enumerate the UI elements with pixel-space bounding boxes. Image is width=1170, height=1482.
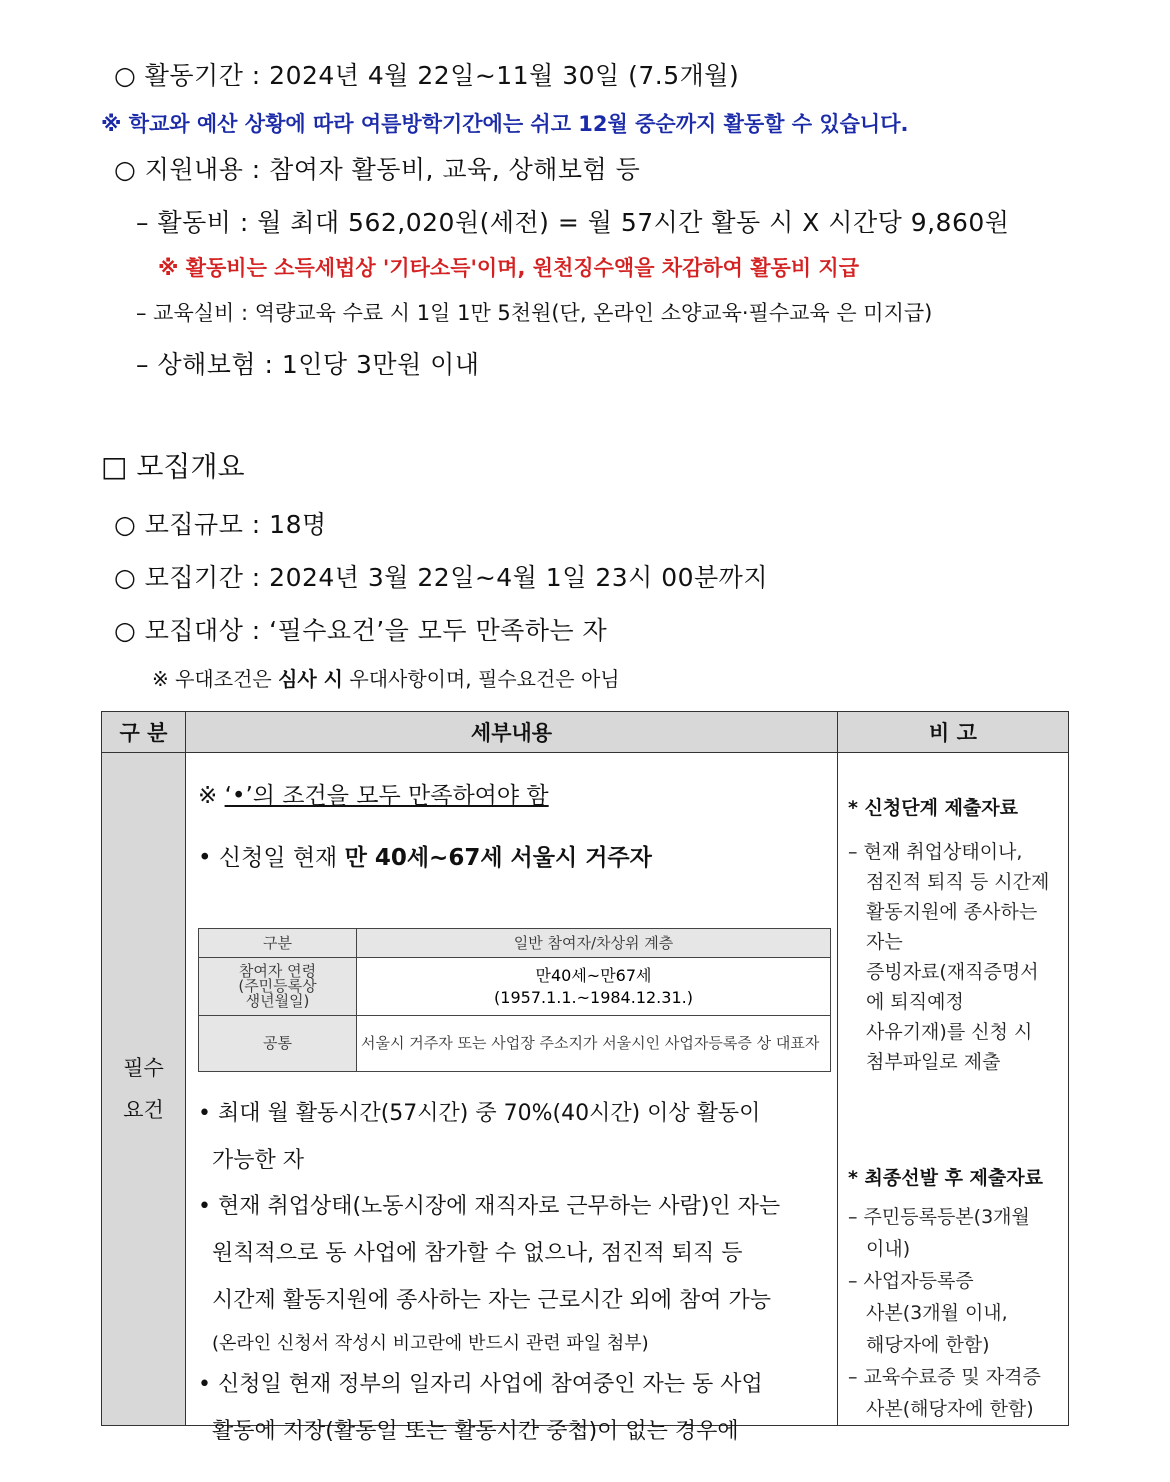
bullet-employment-line-2: 원칙적으로 동 사업에 참가할 수 없으나, 점진적 퇴직 등 — [212, 1241, 743, 1266]
table-row — [102, 753, 1069, 1426]
remark-application-docs: – 현재 취업상태이나, 점진적 퇴직 등 시간제 활동지원에 종사하는 자는 증빙자료(재직증명서 에 퇴직예정 사유기재)를 신청 시 첨부파일로 제출 — [848, 841, 1050, 1073]
inner-header-category: 구분 — [199, 929, 357, 958]
education-cost: – 교육실비 : 역량교육 수료 시 1일 1만 5천원(단, 온라인 소양교육·필수교육 은 미지급) — [136, 301, 933, 325]
remark-heading-application: * 신청단계 제출자료 — [848, 797, 1018, 819]
activity-period-note: ※ 학교와 예산 상황에 따라 여름방학기간에는 쉬고 12월 중순까지 활동할 수 있습니다. — [101, 112, 909, 136]
age-label: 참여자 연령 (주민등록상 생년월일) — [199, 958, 357, 1016]
age-value: 만40세~만67세 (1957.1.1.~1984.12.31.) — [357, 958, 831, 1016]
remarks-cell — [838, 753, 1069, 1426]
table-header-row — [102, 712, 1069, 753]
activity-fee-note: ※ 활동비는 소득세법상 '기타소득'이며, 원천징수액을 차감하여 활동비 지급 — [158, 256, 860, 280]
bullet-hours-line-2: 가능한 자 — [212, 1148, 305, 1173]
bullet-gov-job-line-2: 활동에 지장(활동일 또는 활동시간 중첩)이 없는 경우에 — [212, 1419, 739, 1444]
recruit-note: ※ 우대조건은 심사 시 우대사항이며, 필수요건은 아님 — [152, 667, 620, 691]
bullet-gov-job-line-1: • 신청일 현재 정부의 일자리 사업에 참여중인 자는 동 사업 — [198, 1372, 763, 1397]
details-cell — [186, 753, 838, 1444]
header-remarks: 비 고 — [838, 712, 1069, 753]
accident-insurance: – 상해보험 : 1인당 3만원 이내 — [136, 350, 480, 379]
activity-period: ○ 활동기간 : 2024년 4월 22일~11월 30일 (7.5개월) — [114, 61, 740, 90]
common-label: 공통 — [199, 1016, 357, 1072]
recruit-section-title: □ 모집개요 — [101, 450, 245, 483]
row-label: 필수 요건 — [102, 753, 186, 1426]
bullet-employment-line-1: • 현재 취업상태(노동시장에 재직자로 근무하는 사람)인 자는 — [198, 1194, 781, 1219]
recruit-scale: ○ 모집규모 : 18명 — [114, 510, 327, 539]
condition-note: ※ ‘•’의 조건을 모두 만족하여야 함 — [198, 783, 549, 809]
bullet-employment-line-4: (온라인 신청서 작성시 비고란에 반드시 관련 파일 첨부) — [212, 1333, 649, 1354]
requirements-table — [101, 711, 1069, 1444]
recruit-period: ○ 모집기간 : 2024년 3월 22일~4월 1일 23시 00분까지 — [114, 563, 768, 592]
support-content: ○ 지원내용 : 참여자 활동비, 교육, 상해보험 등 — [114, 155, 641, 184]
common-value: 서울시 거주자 또는 사업장 주소지가 서울시인 사업자등록증 상 대표자 — [357, 1016, 831, 1072]
bullet-hours-line-1: • 최대 월 활동시간(57시간) 중 70%(40시간) 이상 활동이 — [198, 1101, 761, 1126]
header-category: 구 분 — [102, 712, 186, 753]
bullet-age-residence: • 신청일 현재 만 40세~67세 서울시 거주자 — [198, 845, 652, 871]
age-criteria-table — [198, 928, 831, 1072]
bullet-employment-line-3: 시간제 활동지원에 종사하는 자는 근로시간 외에 참여 가능 — [212, 1288, 772, 1313]
remark-final-docs: – 주민등록등본(3개월 이내) – 사업자등록증 사본(3개월 이내, 해당자에 한함) – 교육수료증 및 자격증 사본(해당자에 한함) — [848, 1206, 1041, 1420]
remark-heading-final: * 최종선발 후 제출자료 — [848, 1167, 1043, 1189]
activity-fee: – 활동비 : 월 최대 562,020원(세전) = 월 57시간 활동 시 X 시간당 9,860원 — [136, 208, 1010, 237]
header-details: 세부내용 — [186, 712, 838, 753]
recruit-target: ○ 모집대상 : ‘필수요건’을 모두 만족하는 자 — [114, 616, 608, 645]
inner-header-group: 일반 참여자/차상위 계층 — [357, 929, 831, 958]
